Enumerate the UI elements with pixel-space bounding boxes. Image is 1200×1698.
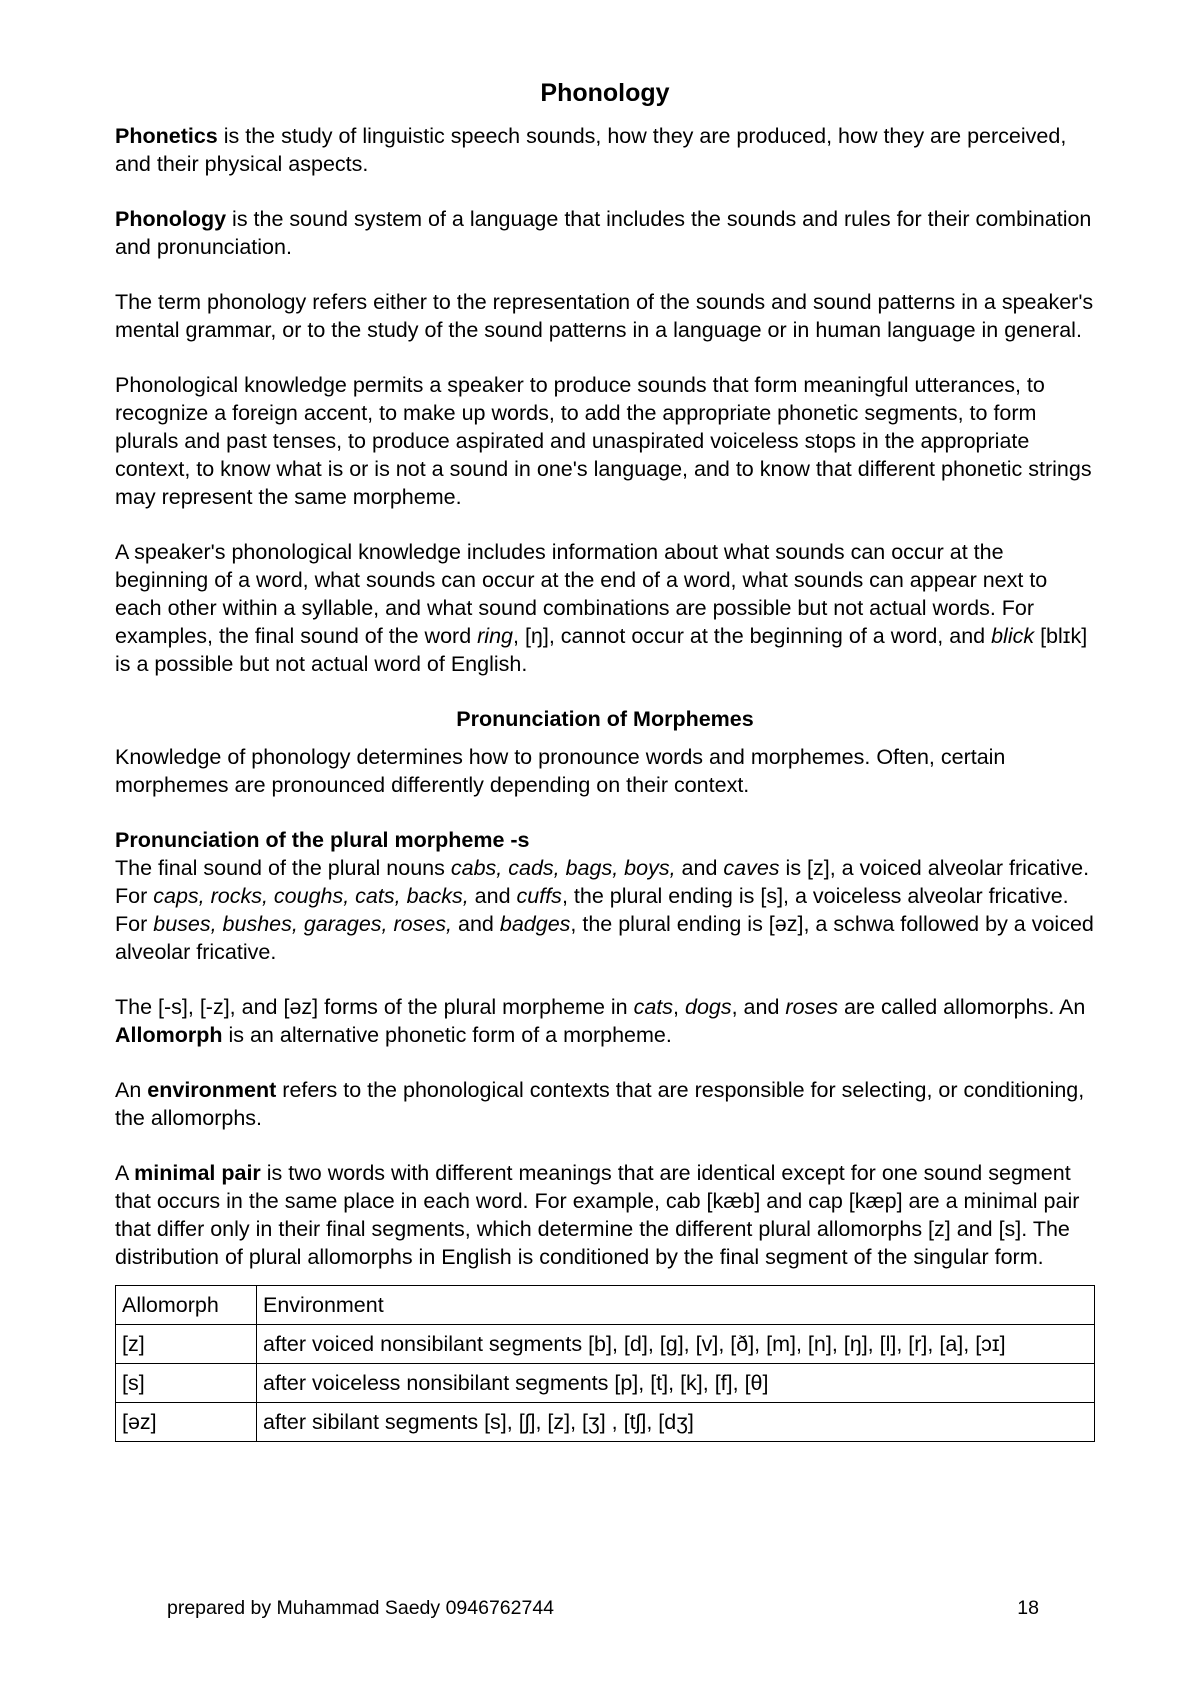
table-cell-allomorph: [z]: [116, 1325, 257, 1364]
paragraph-environment: An environment refers to the phonological contexts that are responsible for selecting, or conditioning, the allomorphs.: [115, 1078, 1085, 1130]
paragraph-phonology: Phonology is the sound system of a language that includes the sounds and rules for their combination and pronunciation.: [115, 207, 1092, 259]
table-header-row: [116, 1286, 1095, 1325]
paragraph-knowledge-of-phonology: Knowledge of phonology determines how to pronounce words and morphemes. Often, certain morphemes are pronounced differently depending on their context.: [115, 745, 1006, 797]
paragraph-phonological-knowledge: Phonological knowledge permits a speaker to produce sounds that form meaningful utterances, to recognize a foreign accent, to make up words, to add the appropriate phonetic segments, to form plurals and past tenses, to produce aspirated and unaspirated voiceless stops in the appropriate context, to know what is or is not a sound in one's language, and to know that different phonetic strings may represent the same morpheme.: [115, 373, 1092, 509]
term-environment: environment: [147, 1078, 277, 1102]
footer-prepared-by: prepared by Muhammad Saedy 0946762744: [167, 1597, 555, 1619]
term-allomorph: Allomorph: [115, 1023, 223, 1047]
section-heading-morphemes: Pronunciation of Morphemes: [456, 707, 754, 731]
document-page: [115, 78, 1095, 1442]
page-title: Phonology: [540, 79, 670, 107]
paragraph-plural-endings: The final sound of the plural nouns cabs, cads, bags, boys, and caves is [z], a voiced alveolar fricative. For caps, rocks, coughs, cats, backs, and cuffs, the plural ending is [s], a voiceless alveolar fricative. For buses, bushes, garages, roses, and badges, the plural ending is [əz], a schwa followed by a voiced alveolar fricative.: [115, 856, 1094, 964]
paragraph-minimal-pair: A minimal pair is two words with different meanings that are identical except for one sound segment that occurs in the same place in each word. For example, cab [kæb] and cap [kæp] are a minimal pair that differ only in their final segments, which determine the different plural allomorphs [z] and [s]. The distribution of plural allomorphs in English is conditioned by the final segment of the singular form.: [115, 1161, 1080, 1269]
term-phonology: Phonology: [115, 207, 227, 231]
table-cell-environment: after voiced nonsibilant segments [b], [d], [g], [v], [ð], [m], [n], [ŋ], [l], [r], [a], [ɔɪ]: [257, 1325, 1095, 1364]
allomorph-table: [115, 1285, 1095, 1442]
table-row: [116, 1403, 1095, 1442]
table-cell-allomorph: [əz]: [116, 1403, 257, 1442]
paragraph-phonetics: Phonetics is the study of linguistic speech sounds, how they are produced, how they are perceived, and their physical aspects.: [115, 124, 1067, 176]
table-header-cell: Environment: [257, 1286, 1095, 1325]
footer-page-number: 18: [1017, 1597, 1039, 1619]
paragraph-term-phonology: The term phonology refers either to the representation of the sounds and sound patterns in a speaker's mental grammar, or to the study of the sound patterns in a language or in human language in general.: [115, 290, 1094, 342]
table-row: [116, 1364, 1095, 1403]
paragraph-speaker-knowledge: A speaker's phonological knowledge includes information about what sounds can occur at the beginning of a word, what sounds can occur at the end of a word, what sounds can appear next to each other within a syllable, and what sound combinations are possible but not actual words. For examples, the final sound of the word ring, [ŋ], cannot occur at the beginning of a word, and blick [blɪk] is a possible but not actual word of English.: [115, 540, 1088, 676]
table-header-cell: Allomorph: [116, 1286, 257, 1325]
term-phonetics: Phonetics: [115, 124, 218, 148]
sub-heading-plural-morpheme: Pronunciation of the plural morpheme -s: [115, 828, 530, 852]
term-minimal-pair: minimal pair: [134, 1161, 261, 1185]
table-cell-allomorph: [s]: [116, 1364, 257, 1403]
table-cell-environment: after sibilant segments [s], [ʃ], [z], [ʒ] , [tʃ], [dʒ]: [257, 1403, 1095, 1442]
paragraph-allomorphs: The [-s], [-z], and [əz] forms of the plural morpheme in cats, dogs, and roses are called allomorphs. An Allomorph is an alternative phonetic form of a morpheme.: [115, 995, 1086, 1047]
table-cell-environment: after voiceless nonsibilant segments [p], [t], [k], [f], [θ]: [257, 1364, 1095, 1403]
table-row: [116, 1325, 1095, 1364]
